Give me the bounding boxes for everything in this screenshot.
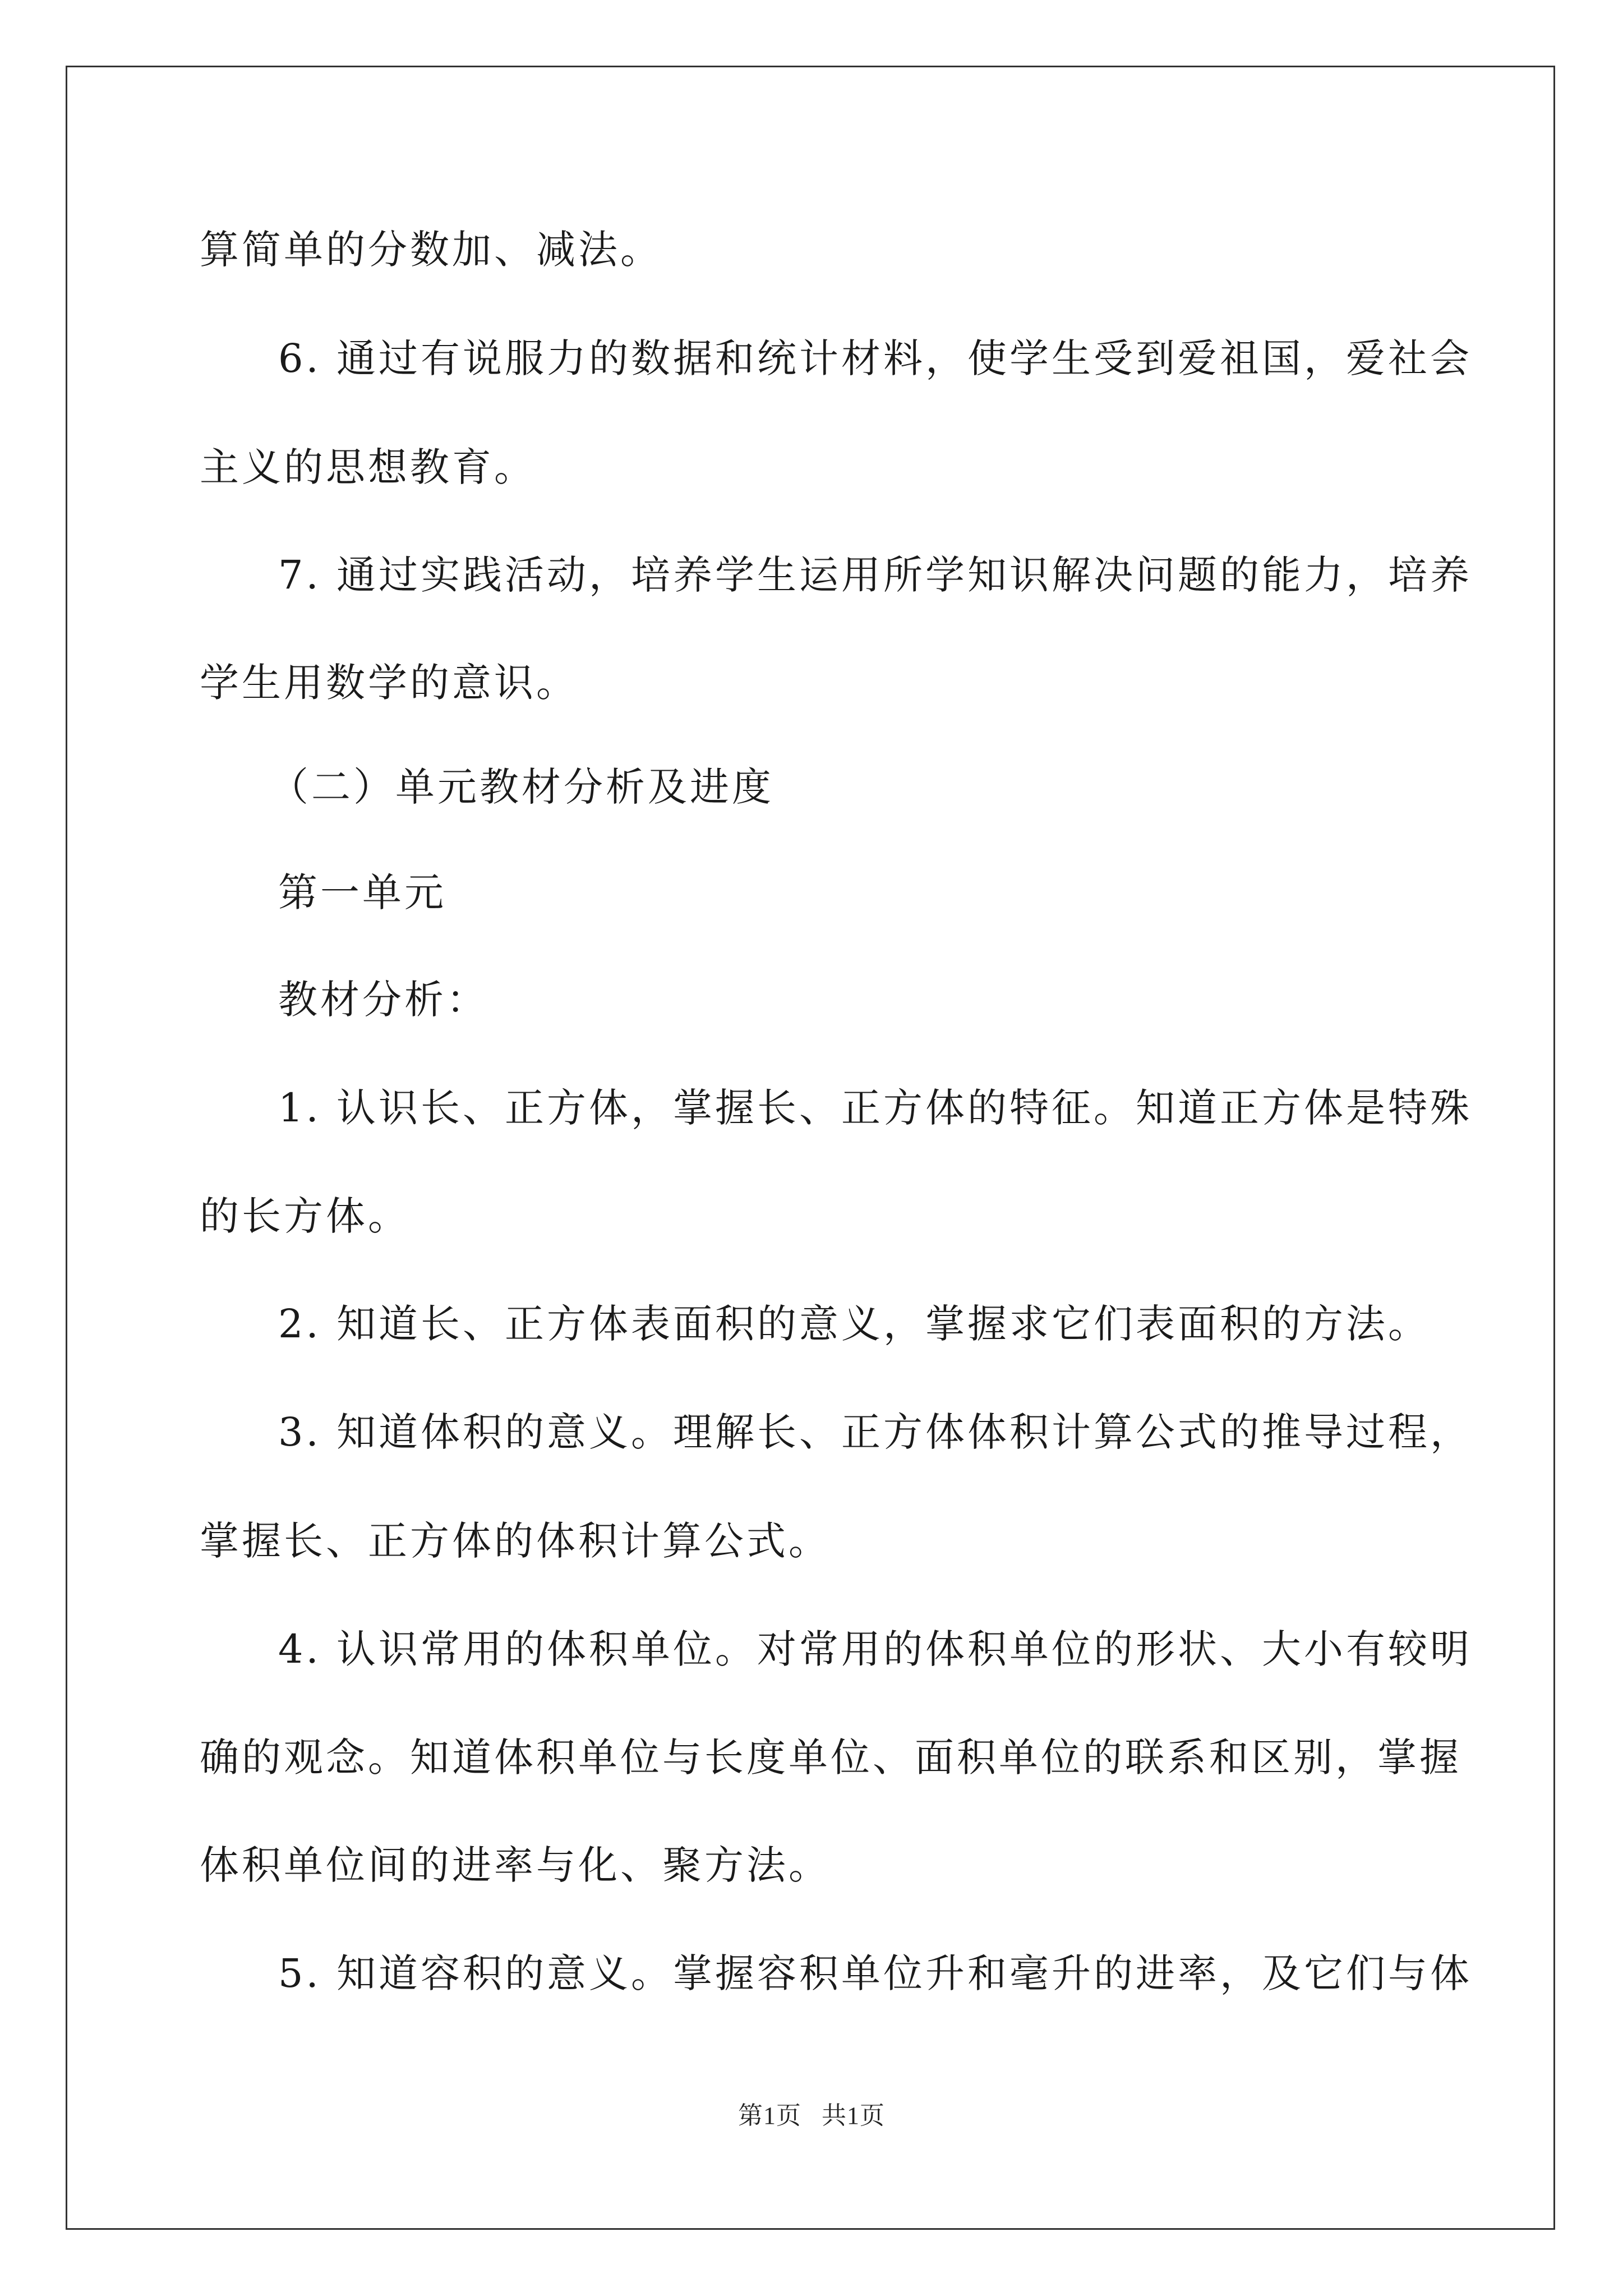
- text-line: 体积单位间的进率与化、聚方法。: [200, 1842, 831, 1888]
- unit-heading: 第一单元: [278, 869, 446, 915]
- text-line: 4. 认识常用的体积单位。对常用的体积单位的形状、大小有较明: [278, 1626, 1473, 1672]
- text-line: 3. 知道体积的意义。理解长、正方体体积计算公式的推导过程，: [278, 1409, 1473, 1455]
- text-line: 主义的思想教育。: [200, 444, 536, 490]
- text-line: 7. 通过实践活动，培养学生运用所学知识解决问题的能力，培养: [278, 552, 1473, 598]
- text-line: 学生用数学的意识。: [200, 660, 578, 706]
- text-line: 2. 知道长、正方体表面积的意义，掌握求它们表面积的方法。: [278, 1301, 1431, 1347]
- text-line: 确的观念。知道体积单位与长度单位、面积单位的联系和区别，掌握: [200, 1734, 1461, 1780]
- page-border: [66, 66, 1555, 2230]
- text-line: 5. 知道容积的意义。掌握容积单位升和毫升的进率，及它们与体: [278, 1950, 1473, 1996]
- subheading: 教材分析：: [278, 977, 488, 1023]
- section-heading: （二）单元教材分析及进度: [269, 764, 774, 810]
- text-line: 算简单的分数加、减法。: [200, 227, 662, 273]
- text-line: 6. 通过有说服力的数据和统计材料，使学生受到爱祖国，爱社会: [278, 335, 1473, 381]
- text-line: 的长方体。: [200, 1193, 410, 1239]
- text-line: 掌握长、正方体的体积计算公式。: [200, 1518, 831, 1564]
- text-line: 1. 认识长、正方体，掌握长、正方体的特征。知道正方体是特殊: [278, 1085, 1473, 1131]
- page-footer: 第1页 共1页: [738, 2102, 885, 2129]
